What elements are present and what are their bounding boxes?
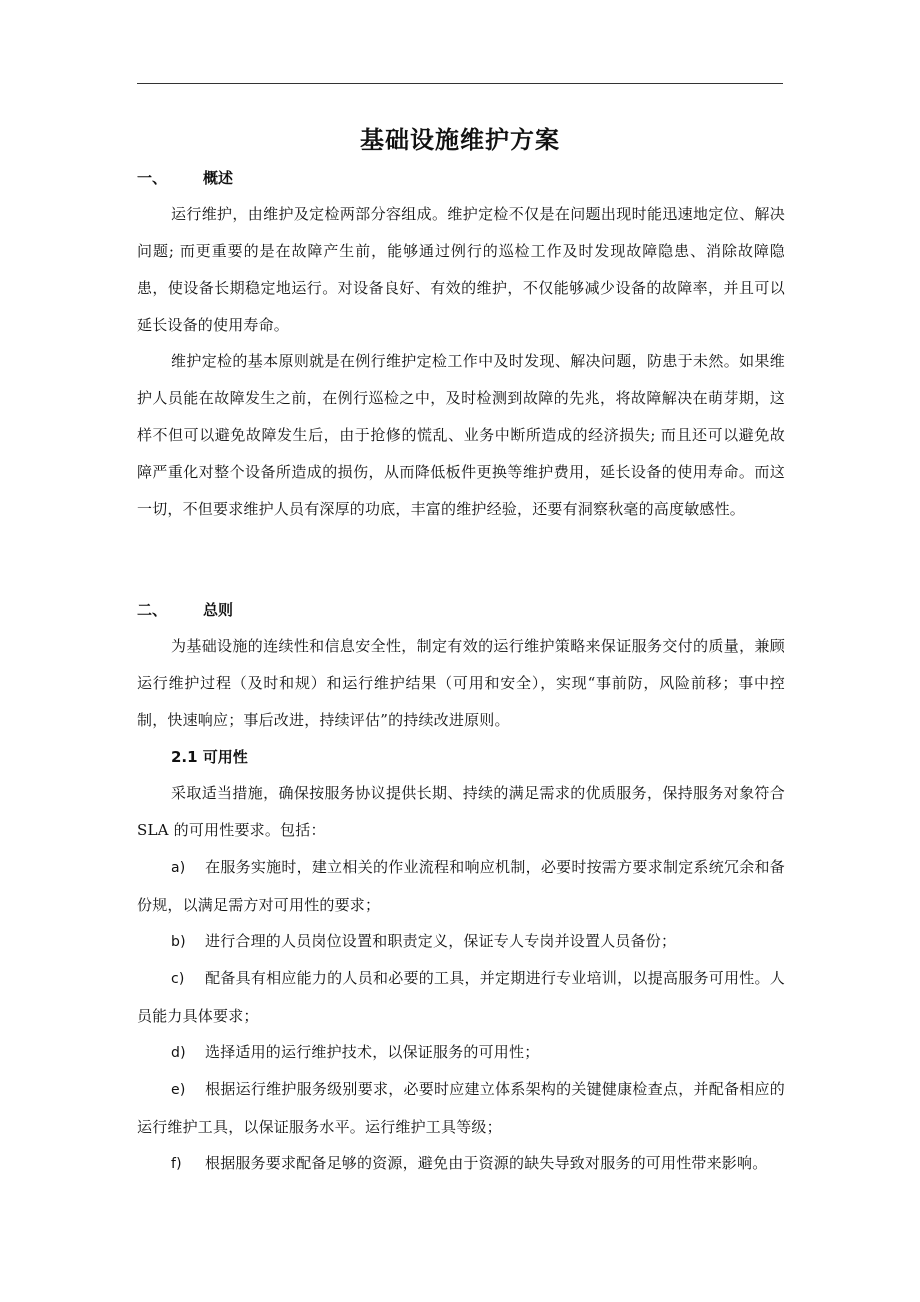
paragraph: 为基础设施的连续性和信息安全性，制定有效的运行维护策略来保证服务交付的质量，兼顾运行维护过程（及时和规）和运行维护结果（可用和安全），实现“事前防，风险前移；事中控制，快速响应；事后改进，持续评估”的持续改进原则。 [137, 637, 785, 729]
list-item [137, 1034, 785, 1072]
list-item [137, 960, 785, 1035]
list-item [137, 923, 785, 961]
paragraph: 采取适当措施，确保按服务协议提供长期、持续的满足需求的优质服务，保持服务对象符合 SLA 的可用性要求。包括： [137, 784, 785, 839]
section-title: 概述 [203, 169, 234, 187]
section-heading-general [137, 598, 233, 622]
list-item [137, 849, 785, 924]
list-item [137, 1071, 785, 1146]
list-marker: b) [171, 934, 186, 950]
section-title: 总则 [203, 601, 234, 619]
list-item-text: 根据运行维护服务级别要求，必要时应建立体系架构的关键健康检查点，并配备相应的运行维护工具，以保证服务水平。运行维护工具等级； [137, 1080, 785, 1136]
paragraph: 维护定检的基本原则就是在例行维护定检工作中及时发现、解决问题，防患于未然。如果维护人员能在故障发生之前，在例行巡检之中，及时检测到故障的先兆，将故障解决在萌芽期，这样不但可以避免故障发生后，由于抢修的慌乱、业务中断所造成的经济损失; 而且还可以避免故障严重化对整个设备所造成的损伤，从而降低板件更换等维护费用，延长设备的使用寿命。而这一切，不但要求维护人员有深厚的功底，丰富的维护经验，还要有洞察秋毫的高度敏感性。 [137, 352, 785, 518]
document-title: 基础设施维护方案 [360, 126, 560, 154]
list-item-text: 配备具有相应能力的人员和必要的工具，并定期进行专业培训，以提高服务可用性。人员能力具体要求； [137, 969, 785, 1025]
header-rule [137, 83, 783, 84]
list-marker: e) [171, 1082, 186, 1098]
section-number: 二、 [137, 601, 168, 619]
list-item [137, 1145, 785, 1183]
list-item-text: 根据服务要求配备足够的资源，避免由于资源的缺失导致对服务的可用性带来影响。 [205, 1154, 768, 1172]
list-item-text: 进行合理的人员岗位设置和职责定义，保证专人专岗并设置人员备份； [205, 932, 677, 950]
section-heading-overview [137, 166, 233, 190]
list-marker: f) [171, 1156, 182, 1172]
section-number: 一、 [137, 169, 168, 187]
list-marker: d) [171, 1045, 186, 1061]
list-marker: c) [171, 971, 185, 987]
subsection-heading: 2.1 可用性 [171, 748, 248, 766]
list-item-text: 选择适用的运行维护技术，以保证服务的可用性； [205, 1043, 540, 1061]
list-marker: a) [171, 860, 186, 876]
paragraph: 运行维护，由维护及定检两部分容组成。维护定检不仅是在问题出现时能迅速地定位、解决问题; 而更重要的是在故障产生前，能够通过例行的巡检工作及时发现故障隐患、消除故障隐患，使设备长期稳定地运行。对设备良好、有效的维护，不仅能够减少设备的故障率，并且可以延长设备的使用寿命。 [137, 205, 785, 334]
list-item-text: 在服务实施时，建立相关的作业流程和响应机制，必要时按需方要求制定系统冗余和备份规，以满足需方对可用性的要求； [137, 858, 785, 914]
